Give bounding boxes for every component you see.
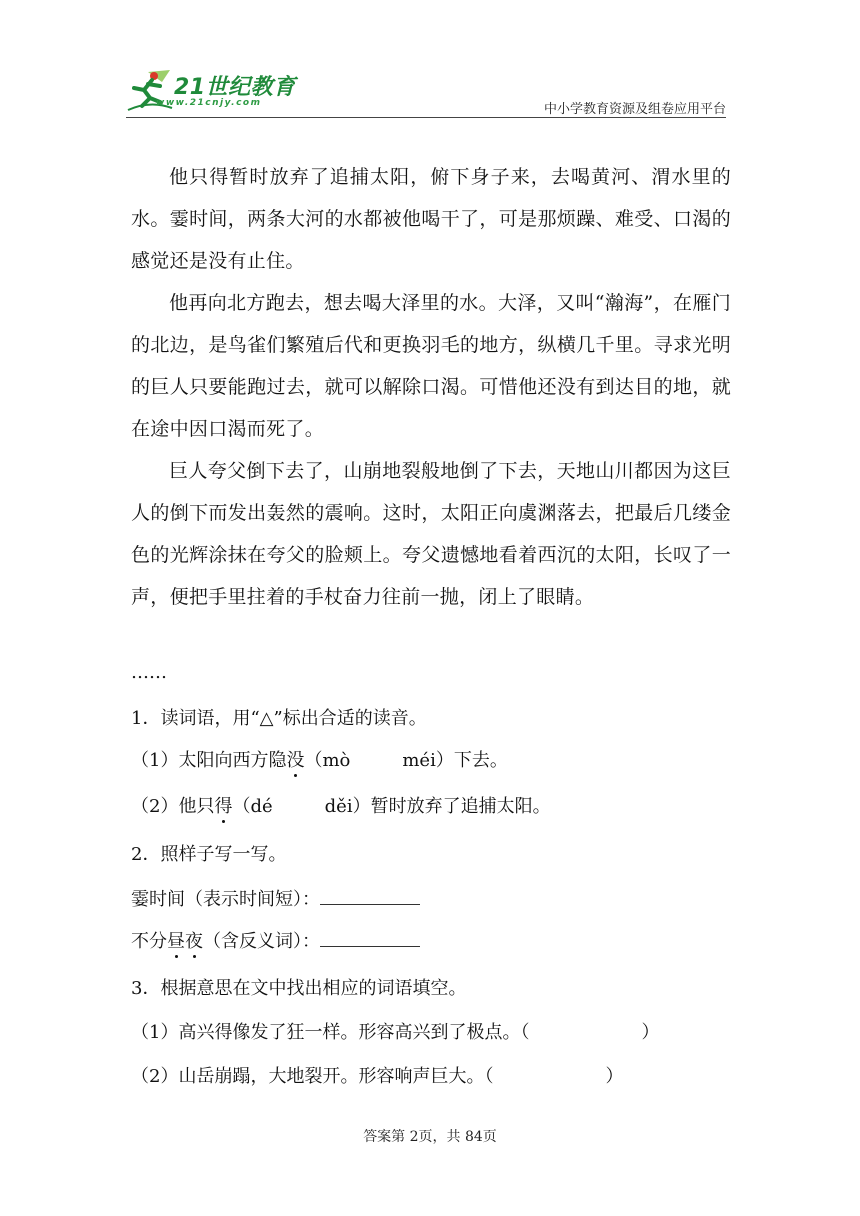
passage: [131, 156, 731, 618]
question-3-item-2: [131, 1066, 623, 1088]
q1-item2-option-1[interactable]: （dé: [232, 796, 273, 817]
question-2-item-2: [131, 930, 420, 953]
q1-item1-option-2[interactable]: méi）下去。: [402, 750, 508, 771]
page-header: [126, 64, 726, 118]
question-3-title: 3．根据意思在文中找出相应的词语填空。: [131, 978, 467, 999]
logo-text: 21世纪教育: [174, 75, 296, 100]
q2-item2-prefix: 不分: [131, 931, 167, 952]
q1-item2-dotted-char: 得: [214, 796, 233, 817]
platform-title: 中小学教育资源及组卷应用平台: [543, 102, 726, 117]
header-divider: [126, 117, 726, 118]
question-2-item-1: [131, 888, 420, 911]
q1-item1-dotted-char: 没: [286, 750, 305, 771]
q2-dotted-char-2: 夜: [185, 931, 203, 952]
logo-url: www.21cnjy.com: [156, 98, 262, 108]
question-3-item-1: [131, 1022, 659, 1044]
q2-item1-text: 霎时间（表示时间短）：: [131, 889, 320, 910]
q3-item1-text: （1）高兴得像发了狂一样。形容高兴到了极点。（: [131, 1022, 530, 1043]
q2-dotted-char-1: 昼: [167, 931, 185, 952]
passage-paragraph-1: 他只得暂时放弃了追捕太阳，俯下身子来，去喝黄河、渭水里的水。霎时间，两条大河的水都被他喝干了，可是那烦躁、难受、口渴的感觉还是没有止住。: [131, 166, 731, 272]
q1-item2-option-2[interactable]: děi）暂时放弃了追捕太阳。: [324, 796, 551, 817]
passage-paragraph-2: 他再向北方跑去，想去喝大泽里的水。大泽，又叫“瀚海”，在雁门的北边，是鸟雀们繁殖后代和更换羽毛的地方，纵横几千里。寻求光明的巨人只要能跑过去，就可以解除口渴。可惜他还没有到达目的地，就在途中因口渴而死了。: [131, 292, 731, 440]
q3-item2-close: ）: [605, 1066, 624, 1087]
q1-item1-option-1[interactable]: （mò: [304, 750, 351, 771]
passage-paragraph-3: 巨人夸父倒下去了，山崩地裂般地倒了下去，天地山川都因为这巨人的倒下而发出轰然的震响。这时，太阳正向虞渊落去，把最后几缕金色的光辉涂抹在夸父的脸颊上。夸父遗憾地看着西沉的太阳，长叹了一声，便把手里拄着的手杖奋力往前一抛，闭上了眼睛。: [131, 460, 731, 608]
question-2-title: 2．照样子写一写。: [131, 844, 287, 865]
q1-item1-text: （1）太阳向西方隐: [131, 750, 287, 771]
ellipsis: ……: [131, 662, 167, 683]
question-1-item-1: [131, 750, 508, 772]
q2-item2-blank[interactable]: [320, 930, 420, 947]
q2-item2-text: （含反义词）：: [203, 931, 320, 952]
q3-item2-text: （2）山岳崩蹋，大地裂开。形容响声巨大。（: [131, 1066, 494, 1087]
question-1-title: 1．读词语，用“△”标出合适的读音。: [131, 708, 427, 729]
q3-item1-close: ）: [641, 1022, 660, 1043]
q2-item1-blank[interactable]: [320, 888, 420, 905]
question-1-item-2: [131, 796, 551, 818]
page-footer: 答案第 2页，共 84页: [363, 1129, 497, 1145]
q1-item2-text: （2）他只: [131, 796, 215, 817]
logo: [126, 68, 326, 114]
